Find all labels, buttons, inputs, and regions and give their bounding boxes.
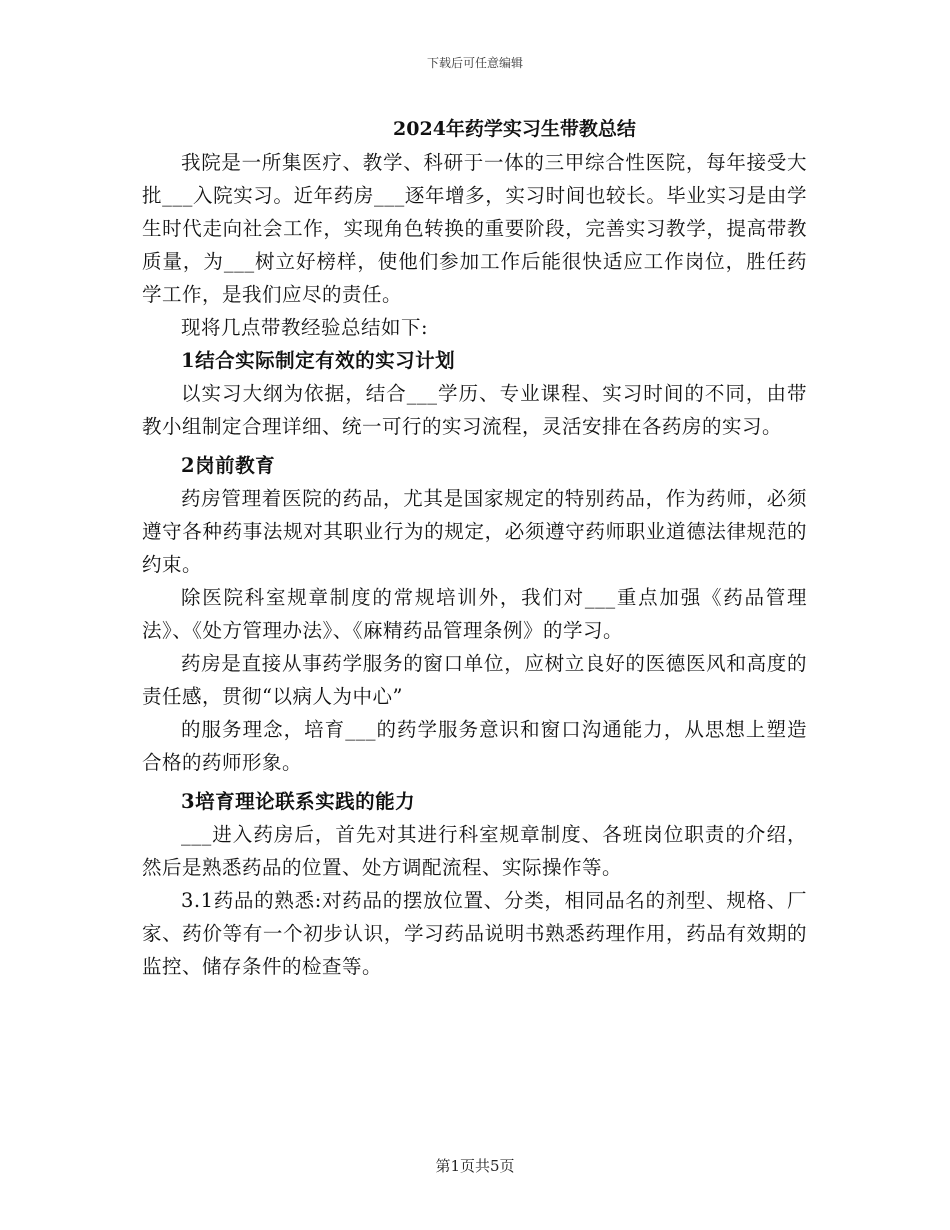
- paragraph-training: 除医院科室规章制度的常规培训外，我们对___重点加强《药品管理法》、《处方管理办法》、《麻精药品管理条例》的学习。: [142, 586, 807, 642]
- section-heading-1: 1结合实际制定有效的实习计划: [181, 349, 456, 372]
- document-body: [142, 112, 807, 983]
- section-heading-2: 2岗前教育: [181, 454, 276, 477]
- paragraph-onboarding: ___进入药房后，首先对其进行科室规章制度、各班岗位职责的介绍，然后是熟悉药品的位置、处方调配流程、实际操作等。: [142, 823, 807, 879]
- document-title: 2024年药学实习生带教总结: [393, 118, 636, 140]
- paragraph-window-service: 药房是直接从事药学服务的窗口单位，应树立良好的医德医风和高度的责任感，贯彻“以病人为中心”: [142, 652, 807, 708]
- page-number-footer: 第1页共5页: [435, 1157, 515, 1175]
- paragraph-summary-lead: 现将几点带教经验总结如下:: [181, 316, 429, 339]
- header-note: 下载后可任意编辑: [426, 56, 523, 70]
- paragraph-plan: 以实习大纲为依据，结合___学历、专业课程、实习时间的不同，由带教小组制定合理详细、统一可行的实习流程，灵活安排在各药房的实习。: [142, 382, 807, 438]
- paragraph-pharmacy-rules: 药房管理着医院的药品，尤其是国家规定的特别药品，作为药师，必须遵守各种药事法规对其职业行为的规定，必须遵守药师职业道德法律规范的约束。: [142, 487, 807, 576]
- paragraph-drug-familiarity: 3.1药品的熟悉:对药品的摆放位置、分类，相同品名的剂型、规格、厂家、药价等有一个初步认识，学习药品说明书熟悉药理作用，药品有效期的监控、储存条件的检查等。: [142, 889, 807, 978]
- paragraph-intro: 我院是一所集医疗、教学、科研于一体的三甲综合性医院，每年接受大批___入院实习。近年药房___逐年增多，实习时间也较长。毕业实习是由学生时代走向社会工作，实现角色转换的重要阶段，完善实习教学，提高带教质量，为___树立好榜样，使他们参加工作后能很快适应工作岗位，胜任药学工作，是我们应尽的责任。: [142, 151, 807, 306]
- paragraph-service-concept: 的服务理念，培育___的药学服务意识和窗口沟通能力，从思想上塑造合格的药师形象。: [142, 718, 807, 774]
- section-heading-3: 3培育理论联系实践的能力: [181, 790, 416, 813]
